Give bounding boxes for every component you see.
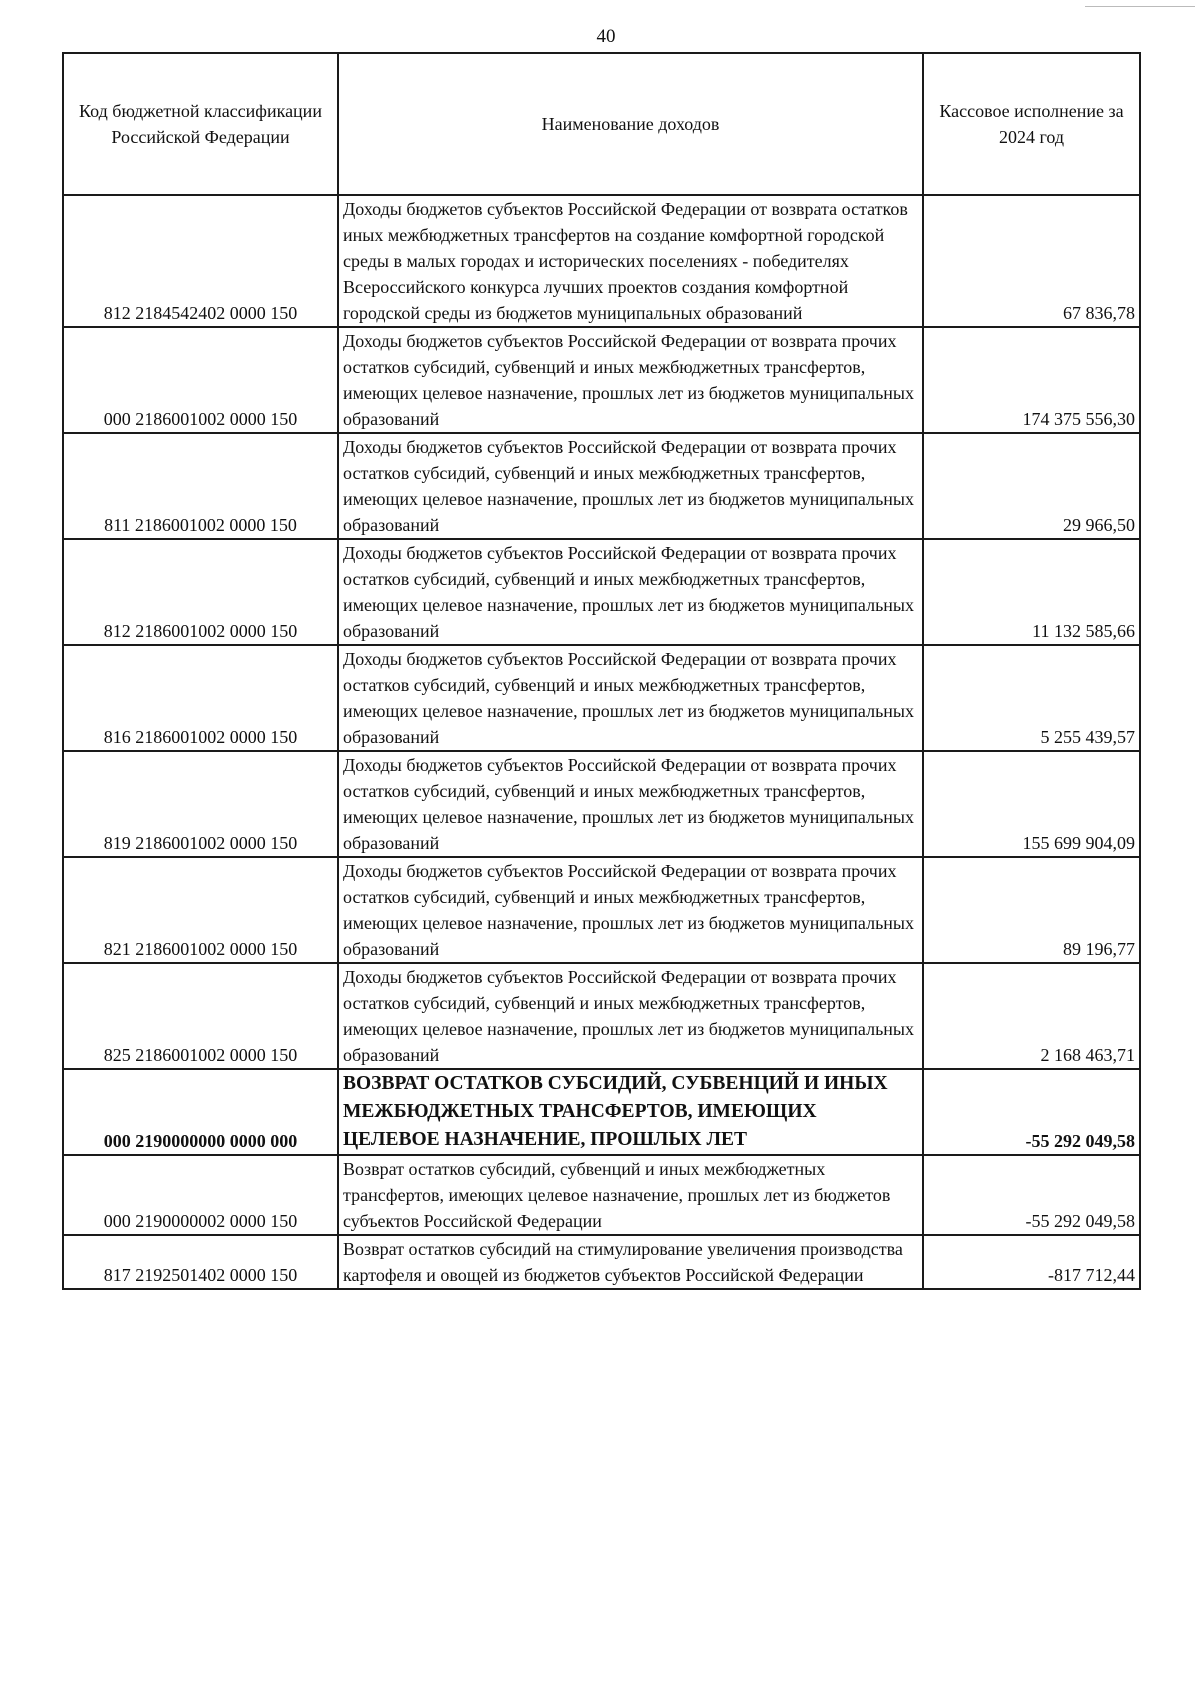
table-row xyxy=(63,963,1140,1069)
cell-revenue-name: Доходы бюджетов субъектов Российской Федерации от возврата прочих остатков субсидий, субвенций и иных межбюджетных трансфертов, имеющих целевое назначение, прошлых лет из бюджетов муниципальных образований xyxy=(338,327,923,433)
cell-cash-execution-amount: -817 712,44 xyxy=(923,1235,1140,1289)
cell-revenue-name: Доходы бюджетов субъектов Российской Федерации от возврата прочих остатков субсидий, субвенций и иных межбюджетных трансфертов, имеющих целевое назначение, прошлых лет из бюджетов муниципальных образований xyxy=(338,963,923,1069)
cell-budget-code: 816 2186001002 0000 150 xyxy=(63,645,338,751)
page-number: 40 xyxy=(596,26,616,47)
cell-revenue-name: Возврат остатков субсидий на стимулирование увеличения производства картофеля и овощей из бюджетов субъектов Российской Федерации xyxy=(338,1235,923,1289)
cell-revenue-name: ВОЗВРАТ ОСТАТКОВ СУБСИДИЙ, СУБВЕНЦИЙ И ИНЫХ МЕЖБЮДЖЕТНЫХ ТРАНСФЕРТОВ, ИМЕЮЩИХ ЦЕЛЕВОЕ НАЗНАЧЕНИЕ, ПРОШЛЫХ ЛЕТ xyxy=(338,1069,923,1155)
table-row-section-total xyxy=(63,1069,1140,1155)
cell-budget-code: 825 2186001002 0000 150 xyxy=(63,963,338,1069)
cell-budget-code: 000 2190000002 0000 150 xyxy=(63,1155,338,1235)
table-row xyxy=(63,645,1140,751)
header-code: Код бюджетной классификации Российской Федерации xyxy=(63,53,338,195)
table-row xyxy=(63,751,1140,857)
table-row xyxy=(63,1235,1140,1289)
cell-cash-execution-amount: -55 292 049,58 xyxy=(923,1155,1140,1235)
cell-revenue-name: Доходы бюджетов субъектов Российской Федерации от возврата прочих остатков субсидий, субвенций и иных межбюджетных трансфертов, имеющих целевое назначение, прошлых лет из бюджетов муниципальных образований xyxy=(338,539,923,645)
cell-cash-execution-amount: 67 836,78 xyxy=(923,195,1140,327)
cell-budget-code: 812 2184542402 0000 150 xyxy=(63,195,338,327)
cell-cash-execution-amount: 174 375 556,30 xyxy=(923,327,1140,433)
cell-budget-code: 821 2186001002 0000 150 xyxy=(63,857,338,963)
cell-cash-execution-amount: 2 168 463,71 xyxy=(923,963,1140,1069)
cell-revenue-name: Доходы бюджетов субъектов Российской Федерации от возврата прочих остатков субсидий, субвенций и иных межбюджетных трансфертов, имеющих целевое назначение, прошлых лет из бюджетов муниципальных образований xyxy=(338,645,923,751)
header-name: Наименование доходов xyxy=(338,53,923,195)
cell-cash-execution-amount: 5 255 439,57 xyxy=(923,645,1140,751)
table-body xyxy=(63,195,1140,1289)
cell-revenue-name: Доходы бюджетов субъектов Российской Федерации от возврата прочих остатков субсидий, субвенций и иных межбюджетных трансфертов, имеющих целевое назначение, прошлых лет из бюджетов муниципальных образований xyxy=(338,433,923,539)
cell-revenue-name: Доходы бюджетов субъектов Российской Федерации от возврата прочих остатков субсидий, субвенций и иных межбюджетных трансфертов, имеющих целевое назначение, прошлых лет из бюджетов муниципальных образований xyxy=(338,857,923,963)
cell-budget-code: 000 2186001002 0000 150 xyxy=(63,327,338,433)
table-row xyxy=(63,195,1140,327)
table-row xyxy=(63,857,1140,963)
scan-edge-line xyxy=(1085,6,1195,7)
table-row xyxy=(63,327,1140,433)
table-row xyxy=(63,1155,1140,1235)
cell-cash-execution-amount: 155 699 904,09 xyxy=(923,751,1140,857)
cell-budget-code: 817 2192501402 0000 150 xyxy=(63,1235,338,1289)
cell-revenue-name: Возврат остатков субсидий, субвенций и иных межбюджетных трансфертов, имеющих целевое назначение, прошлых лет из бюджетов субъектов Российской Федерации xyxy=(338,1155,923,1235)
header-amount: Кассовое исполнение за 2024 год xyxy=(923,53,1140,195)
cell-cash-execution-amount: 89 196,77 xyxy=(923,857,1140,963)
cell-cash-execution-amount: -55 292 049,58 xyxy=(923,1069,1140,1155)
cell-budget-code: 812 2186001002 0000 150 xyxy=(63,539,338,645)
cell-budget-code: 000 2190000000 0000 000 xyxy=(63,1069,338,1155)
cell-cash-execution-amount: 11 132 585,66 xyxy=(923,539,1140,645)
table-row xyxy=(63,539,1140,645)
cell-revenue-name: Доходы бюджетов субъектов Российской Федерации от возврата прочих остатков субсидий, субвенций и иных межбюджетных трансфертов, имеющих целевое назначение, прошлых лет из бюджетов муниципальных образований xyxy=(338,751,923,857)
table-row xyxy=(63,433,1140,539)
cell-revenue-name: Доходы бюджетов субъектов Российской Федерации от возврата остатков иных межбюджетных трансфертов на создание комфортной городской среды в малых городах и исторических поселениях - победителях Всероссийского конкурса лучших проектов создания комфортной городской среды из бюджетов муниципальных образований xyxy=(338,195,923,327)
cell-cash-execution-amount: 29 966,50 xyxy=(923,433,1140,539)
cell-budget-code: 819 2186001002 0000 150 xyxy=(63,751,338,857)
cell-budget-code: 811 2186001002 0000 150 xyxy=(63,433,338,539)
table-header-row xyxy=(63,53,1140,195)
budget-revenue-table xyxy=(62,52,1141,1290)
